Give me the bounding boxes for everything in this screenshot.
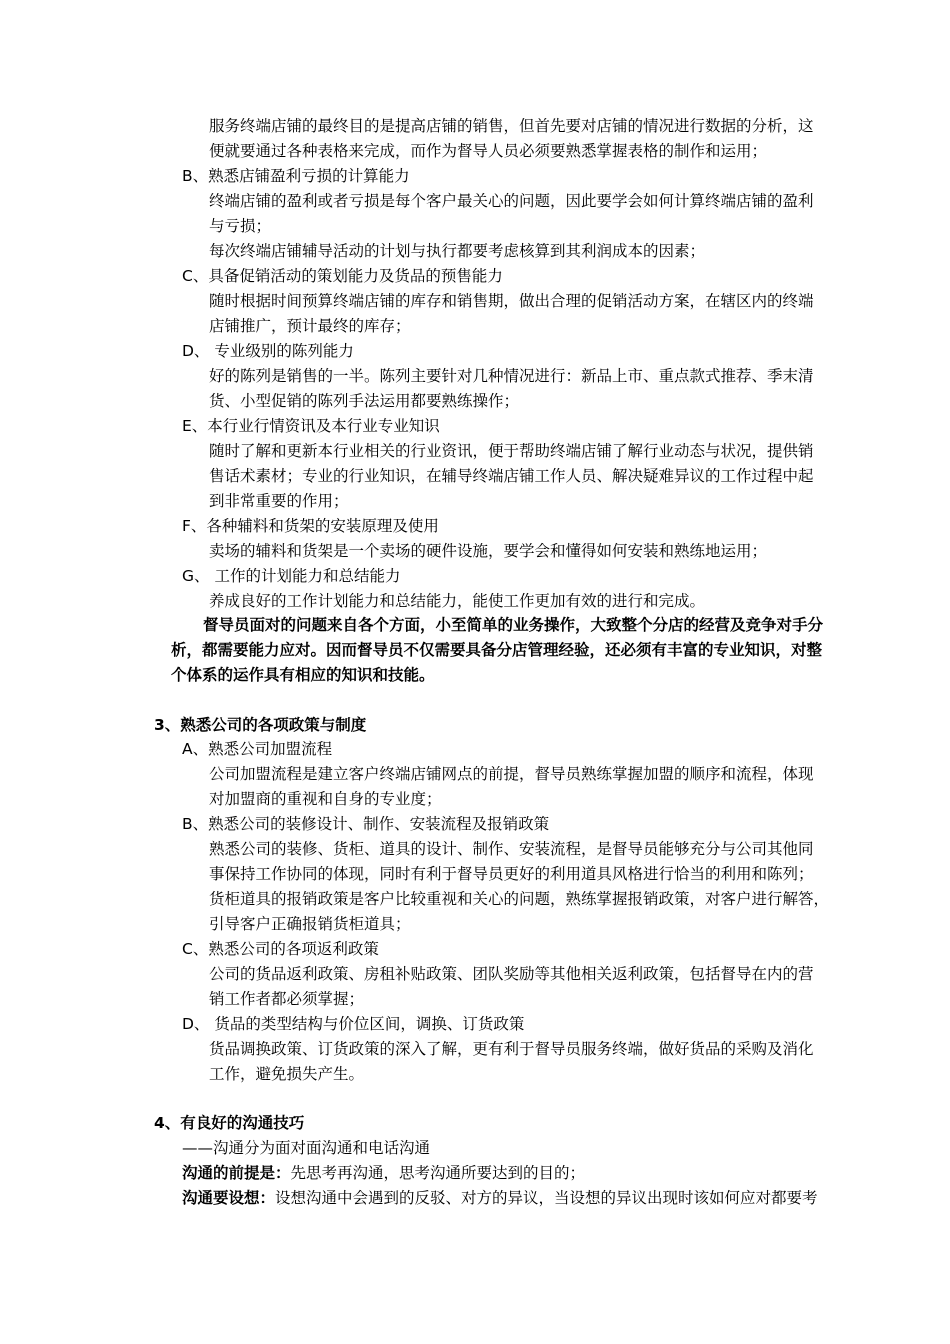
list-item-heading: B、熟悉店铺盈利亏损的计算能力: [182, 167, 410, 185]
paragraph-line: 货、小型促销的陈列手法运用都要熟练操作；: [209, 392, 520, 410]
bold-label: 沟通的前提是：: [182, 1164, 291, 1182]
paragraph-line: 销工作者都必须掌握；: [209, 990, 365, 1008]
section-heading: 4、有良好的沟通技巧: [154, 1114, 305, 1132]
list-item-heading: C、具备促销活动的策划能力及货品的预售能力: [182, 267, 503, 285]
inline-text: 先思考再沟通，思考沟通所要达到的目的；: [290, 1164, 586, 1182]
list-item-heading: A、熟悉公司加盟流程: [182, 740, 333, 758]
paragraph-line: [182, 1162, 585, 1184]
paragraph-line: 随时了解和更新本行业相关的行业资讯，便于帮助终端店铺了解行业动态与状况，提供销: [209, 442, 814, 460]
paragraph-line: 便就要通过各种表格来完成，而作为督导人员必须要熟悉掌握表格的制作和运用；: [209, 142, 768, 160]
paragraph-line: 事保持工作协同的体现，同时有利于督导员更好的利用道具风格进行恰当的利用和陈列；: [209, 865, 814, 883]
list-item-heading: D、 货品的类型结构与价位区间，调换、订货政策: [182, 1015, 525, 1033]
paragraph-line: 终端店铺的盈利或者亏损是每个客户最关心的问题，因此要学会如何计算终端店铺的盈利: [209, 192, 814, 210]
bold-paragraph-line: 析，都需要能力应对。因而督导员不仅需要具备分店管理经验，还必须有丰富的专业知识，对整: [171, 641, 823, 659]
paragraph-line: 随时根据时间预算终端店铺的库存和销售期，做出合理的促销活动方案，在辖区内的终端: [209, 292, 814, 310]
paragraph-line: 店铺推广，预计最终的库存；: [209, 317, 411, 335]
list-item-heading: B、熟悉公司的装修设计、制作、安装流程及报销政策: [182, 815, 550, 833]
paragraph-line: 熟悉公司的装修、货柜、道具的设计、制作、安装流程，是督导员能够充分与公司其他同: [209, 840, 814, 858]
paragraph-line: 与亏损；: [209, 217, 272, 235]
bold-paragraph-line: 督导员面对的问题来自各个方面，小至简单的业务操作，大致整个分店的经营及竞争对手分: [203, 616, 824, 634]
paragraph-line: 卖场的辅料和货架是一个卖场的硬件设施，要学会和懂得如何安装和熟练地运用；: [209, 542, 768, 560]
paragraph-line: 工作，避免损失产生。: [209, 1065, 365, 1083]
section-heading: 3、熟悉公司的各项政策与制度: [154, 716, 367, 734]
paragraph-line: 服务终端店铺的最终目的是提高店铺的销售，但首先要对店铺的情况进行数据的分析，这: [209, 117, 814, 135]
paragraph-line: 到非常重要的作用；: [209, 492, 349, 510]
paragraph-line: 货柜道具的报销政策是客户比较重视和关心的问题，熟练掌握报销政策，对客户进行解答，: [209, 890, 830, 908]
list-item-heading: E、本行业行情资讯及本行业专业知识: [182, 417, 440, 435]
list-item-heading: F、各种辅料和货架的安装原理及使用: [182, 517, 439, 535]
bold-paragraph-line: 个体系的运作具有相应的知识和技能。: [171, 666, 435, 684]
paragraph-line: 公司的货品返利政策、房租补贴政策、团队奖励等其他相关返利政策，包括督导在内的营: [209, 965, 814, 983]
bold-label: 沟通要设想：: [182, 1189, 276, 1207]
paragraph-line: 对加盟商的重视和自身的专业度；: [209, 790, 442, 808]
paragraph-line: 每次终端店铺辅导活动的计划与执行都要考虑核算到其利润成本的因素；: [209, 242, 706, 260]
paragraph-line: 引导客户正确报销货柜道具；: [209, 915, 411, 933]
paragraph-line: 养成良好的工作计划能力和总结能力，能使工作更加有效的进行和完成。: [209, 592, 706, 610]
paragraph-line: 公司加盟流程是建立客户终端店铺网点的前提，督导员熟练掌握加盟的顺序和流程，体现: [209, 765, 814, 783]
list-item-heading: C、熟悉公司的各项返利政策: [182, 940, 379, 958]
list-item-heading: D、 专业级别的陈列能力: [182, 342, 354, 360]
paragraph-line: 售话术素材；专业的行业知识，在辅导终端店铺工作人员、解决疑难异议的工作过程中起: [209, 467, 814, 485]
inline-text: 设想沟通中会遇到的反驳、对方的异议，当设想的异议出现时该如何应对都要考: [275, 1189, 818, 1207]
paragraph-line: 好的陈列是销售的一半。陈列主要针对几种情况进行：新品上市、重点款式推荐、季末清: [209, 367, 814, 385]
paragraph-line: ——沟通分为面对面沟通和电话沟通: [182, 1139, 431, 1157]
list-item-heading: G、 工作的计划能力和总结能力: [182, 567, 401, 585]
paragraph-line: 货品调换政策、订货政策的深入了解，更有利于督导员服务终端，做好货品的采购及消化: [209, 1040, 814, 1058]
paragraph-line: [182, 1187, 818, 1209]
